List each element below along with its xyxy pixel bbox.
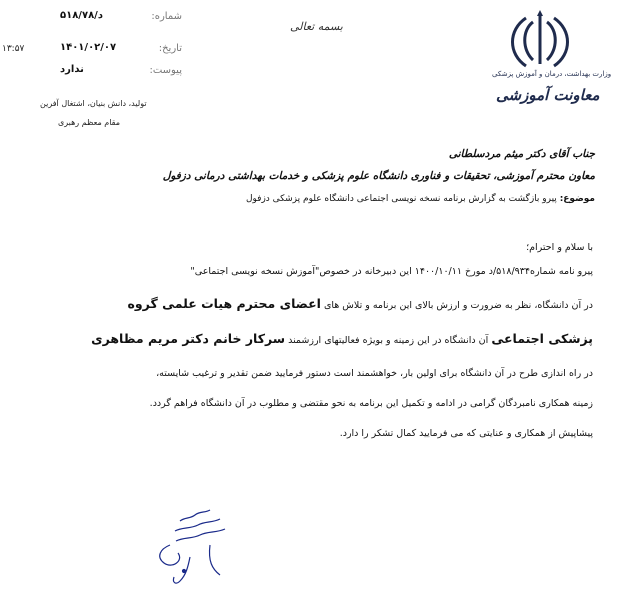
body-paragraph-1: پیرو نامه شماره۵۱۸/۹۳۴/د مورخ ۱۴۰۰/۱۰/۱۱ این دبیرخانه در خصوص"آموزش نسخه نویسی اجتماعی" <box>190 266 593 277</box>
ministry-emblem-icon <box>500 8 580 70</box>
body-paragraph-2 <box>128 296 593 311</box>
body-paragraph-2-text: در آن دانشگاه، نظر به ضرورت و ارزش بالای این برنامه و تلاش های <box>323 300 593 311</box>
body-paragraph-3-bold-1: پزشکی اجتماعی <box>491 331 593 346</box>
slogan-text: تولید، دانش بنیان، اشتغال آفرین <box>40 99 147 108</box>
letter-date-label: تاریخ: <box>158 43 182 54</box>
logo-ministry-text: وزارت بهداشت، درمان و آموزش پزشکی <box>492 70 612 78</box>
body-paragraph-3 <box>91 331 593 346</box>
body-paragraph-6: پیشاپیش از همکاری و عنایتی که می فرمایید کمال تشکر را دارد. <box>339 428 593 439</box>
addressee-title: معاون محترم آموزشی، تحقیقات و فناوری دانشگاه علوم پزشکی و خدمات بهداشتی درمانی دزفول <box>162 170 595 182</box>
signature-icon <box>150 505 240 590</box>
letter-attachment-value: ندارد <box>60 64 84 75</box>
body-paragraph-5: زمینه همکاری نامبردگان گرامی در ادامه و تکمیل این برنامه به نحو مقتضی و مطلوب در آن دانشگاه فراهم گردد. <box>149 398 593 409</box>
letter-number-value: د/۵۱۸/۷۸ <box>60 10 103 21</box>
letter-number-label: شماره: <box>151 11 182 22</box>
subject-text: پیرو بازگشت به گزارش برنامه نسخه نویسی اجتماعی دانشگاه علوم پزشکی دزفول <box>245 194 557 204</box>
logo-title: معاونت آموزشی <box>496 86 600 104</box>
slogan-attribution: مقام معظم رهبری <box>58 118 121 127</box>
body-paragraph-2-bold: اعضای محترم هیات علمی گروه <box>127 296 321 311</box>
greeting: با سلام و احترام؛ <box>526 242 593 253</box>
body-paragraph-3-text: آن دانشگاه در این زمینه و بویژه فعالیتهای ارزشمند <box>288 335 489 346</box>
bismillah-text: بسمه تعالی <box>290 20 343 33</box>
subject-line <box>246 194 595 204</box>
subject-label: موضوع: <box>559 194 595 204</box>
body-paragraph-3-bold-2: سرکار خانم دکتر مریم مظاهری <box>91 331 286 346</box>
letter-attachment-label: پیوست: <box>149 65 182 76</box>
time-stamp: ۱۳:۵۷ <box>2 44 25 54</box>
letter-date-value: ۱۴۰۱/۰۲/۰۷ <box>60 42 117 53</box>
addressee-name: جناب آقای دکتر میثم مردسلطانی <box>448 148 595 160</box>
body-paragraph-4: در راه اندازی طرح در آن دانشگاه برای اولین بار، خواهشمند است دستور فرمایید ضمن تقدیر و ترغیب شایسته، <box>156 368 593 379</box>
